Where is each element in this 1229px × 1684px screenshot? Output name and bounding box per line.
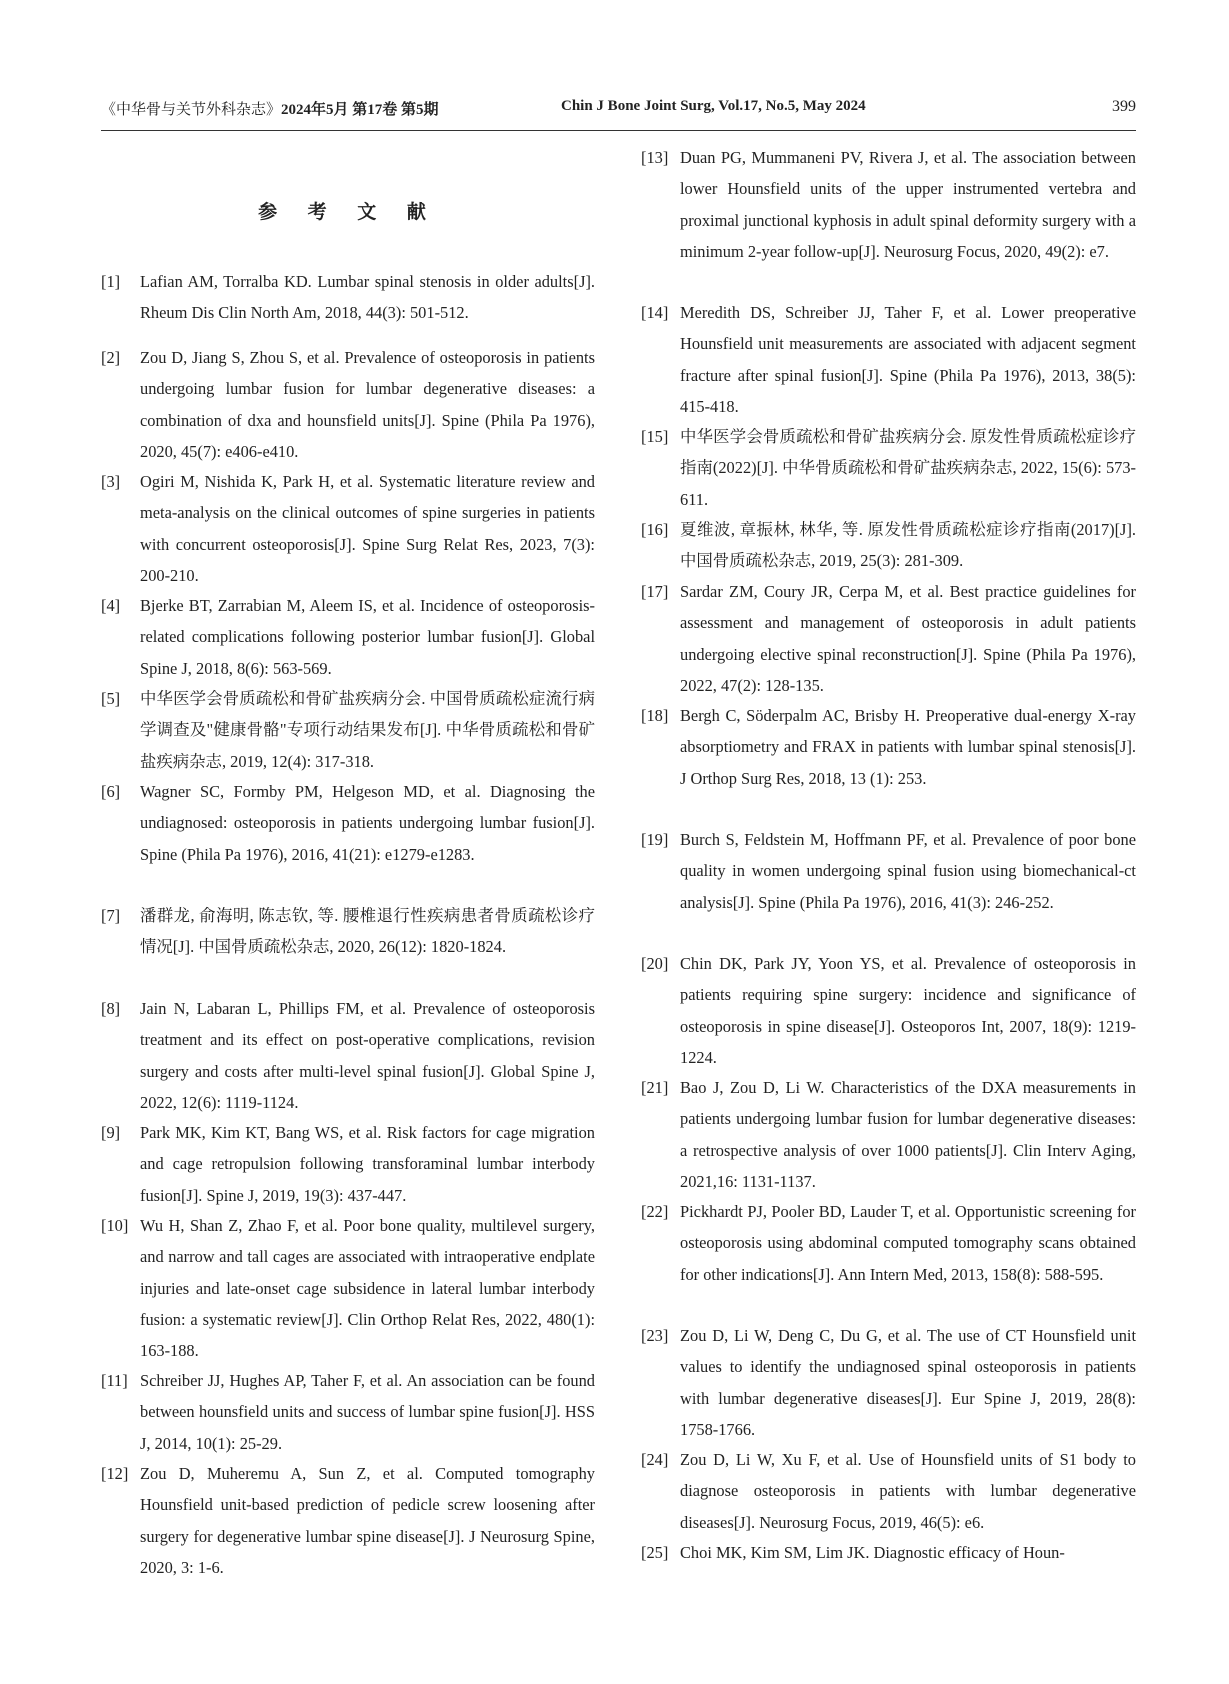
reference-number: [3] <box>101 472 121 491</box>
reference-number: [2] <box>101 348 121 367</box>
reference-number: [15] <box>641 427 669 446</box>
reference-text: Chin DK, Park JY, Yoon YS, et al. Prevalence of osteoporosis in patients requiring spine surgery: incidence and significance of osteoporosis in spine disease[J]. Osteoporos Int, 2007, 18(9): 1219-1224. <box>680 954 1136 1067</box>
journal-cn-header <box>101 98 439 119</box>
reference-number: [16] <box>641 520 669 539</box>
reference-number: [19] <box>641 830 669 849</box>
reference-text: 潘群龙, 俞海明, 陈志钦, 等. 腰椎退行性疾病患者骨质疏松诊疗情况[J]. 中国骨质疏松杂志, 2020, 26(12): 1820-1824. <box>140 906 595 957</box>
journal-en-header: Chin J Bone Joint Surg, Vol.17, No.5, May 2024 <box>561 98 866 114</box>
reference-number: [23] <box>641 1326 669 1345</box>
reference-number: [5] <box>101 689 121 708</box>
reference-text: Pickhardt PJ, Pooler BD, Lauder T, et al. Opportunistic screening for osteoporosis using abdominal computed tomography scans obtained for other indications[J]. Ann Intern Med, 2013, 158(8): 588-595. <box>680 1202 1136 1284</box>
reference-number: [1] <box>101 272 121 291</box>
reference-text: Sardar ZM, Coury JR, Cerpa M, et al. Best practice guidelines for assessment and management of osteoporosis in adult patients undergoing elective spinal reconstruction[J]. Spine (Phila Pa 1976), 2022, 47(2): 128-135. <box>680 582 1136 695</box>
reference-number: [11] <box>101 1371 128 1390</box>
reference-text: 夏维波, 章振林, 林华, 等. 原发性骨质疏松症诊疗指南(2017)[J]. 中国骨质疏松杂志, 2019, 25(3): 281-309. <box>680 520 1136 571</box>
reference-text: 中华医学会骨质疏松和骨矿盐疾病分会. 原发性骨质疏松症诊疗指南(2022)[J]. 中华骨质疏松和骨矿盐疾病杂志, 2022, 15(6): 573-611. <box>680 427 1136 509</box>
reference-text: 中华医学会骨质疏松和骨矿盐疾病分会. 中国骨质疏松症流行病学调查及"健康骨骼"专项行动结果发布[J]. 中华骨质疏松和骨矿盐疾病杂志, 2019, 12(4): 317-318. <box>140 689 595 771</box>
reference-text: Schreiber JJ, Hughes AP, Taher F, et al. An association can be found between hounsfield units and success of lumbar spine fusion[J]. HSS J, 2014, 10(1): 25-29. <box>140 1371 595 1453</box>
reference-text: Wu H, Shan Z, Zhao F, et al. Poor bone quality, multilevel surgery, and narrow and tall cages are associated with intraoperative endplate injuries and late-onset cage subsidence in lateral lumbar interbody fusion: a systematic review[J]. Clin Orthop Relat Res, 2022, 480(1): 163-188. <box>140 1216 595 1361</box>
reference-text: Bergh C, Söderpalm AC, Brisby H. Preoperative dual-energy X-ray absorptiometry and FRAX in patients with lumbar spinal stenosis[J]. J Orthop Surg Res, 2018, 13 (1): 253. <box>680 706 1136 788</box>
page-header <box>101 96 1136 131</box>
reference-number: [7] <box>101 906 121 925</box>
reference-text: Bao J, Zou D, Li W. Characteristics of the DXA measurements in patients undergoing lumbar fusion for lumbar degenerative diseases: a retrospective analysis of over 1000 patients[J]. Clin Interv Aging, 2021,16: 1131-1137. <box>680 1078 1136 1191</box>
reference-text: Jain N, Labaran L, Phillips FM, et al. Prevalence of osteoporosis treatment and its effect on post-operative complications, revision surgery and costs after multi-level spinal fusion[J]. Global Spine J, 2022, 12(6): 1119-1124. <box>140 999 595 1112</box>
reference-number: [8] <box>101 999 121 1018</box>
reference-text: Bjerke BT, Zarrabian M, Aleem IS, et al. Incidence of osteoporosis-related complications following posterior lumbar fusion[J]. Global Spine J, 2018, 8(6): 563-569. <box>140 596 595 678</box>
reference-number: [6] <box>101 782 121 801</box>
reference-text: Lafian AM, Torralba KD. Lumbar spinal stenosis in older adults[J]. Rheum Dis Clin North Am, 2018, 44(3): 501-512. <box>140 272 595 323</box>
reference-text: Choi MK, Kim SM, Lim JK. Diagnostic efficacy of Houn- <box>680 1543 1065 1562</box>
reference-text: Zou D, Muheremu A, Sun Z, et al. Computed tomography Hounsfield unit-based prediction of pedicle screw loosening after surgery for degenerative lumbar spine disease[J]. J Neurosurg Spine, 2020, 3: 1-6. <box>140 1464 595 1577</box>
reference-number: [22] <box>641 1202 669 1221</box>
section-title: 参 考 文 献 <box>258 201 438 223</box>
reference-number: [10] <box>101 1216 129 1235</box>
reference-number: [24] <box>641 1450 669 1469</box>
reference-number: [21] <box>641 1078 669 1097</box>
journal-cn-name: 《中华骨与关节外科杂志》 <box>101 102 282 118</box>
page-number: 399 <box>1112 98 1136 115</box>
reference-number: [14] <box>641 303 669 322</box>
reference-number: [17] <box>641 582 669 601</box>
reference-text: Wagner SC, Formby PM, Helgeson MD, et al. Diagnosing the undiagnosed: osteoporosis in patients undergoing lumbar fusion[J]. Spine (Phila Pa 1976), 2016, 41(21): e1279-e1283. <box>140 782 595 864</box>
reference-text: Duan PG, Mummaneni PV, Rivera J, et al. The association between lower Hounsfield units of the upper instrumented vertebra and proximal junctional kyphosis in adult spinal deformity surgery with a minimum 2-year follow-up[J]. Neurosurg Focus, 2020, 49(2): e7. <box>680 148 1136 261</box>
reference-text: Zou D, Li W, Xu F, et al. Use of Hounsfield units of S1 body to diagnose osteoporosis in patients with lumbar degenerative diseases[J]. Neurosurg Focus, 2019, 46(5): e6. <box>680 1450 1136 1532</box>
issue-cn: 2024年5月 第17卷 第5期 <box>281 102 439 118</box>
reference-number: [20] <box>641 954 669 973</box>
reference-number: [12] <box>101 1464 129 1483</box>
reference-number: [9] <box>101 1123 121 1142</box>
reference-text: Ogiri M, Nishida K, Park H, et al. Systematic literature review and meta-analysis on the clinical outcomes of spine surgeries in patients with concurrent osteoporosis[J]. Spine Surg Relat Res, 2023, 7(3): 200-210. <box>140 472 595 585</box>
reference-number: [25] <box>641 1543 669 1562</box>
reference-text: Zou D, Li W, Deng C, Du G, et al. The use of CT Hounsfield unit values to identify the undiagnosed spinal osteoporosis in patients with lumbar degenerative diseases[J]. Eur Spine J, 2019, 28(8): 1758-1766. <box>680 1326 1136 1439</box>
reference-text: Meredith DS, Schreiber JJ, Taher F, et al. Lower preoperative Hounsfield unit measurements are associated with adjacent segment fracture after spinal fusion[J]. Spine (Phila Pa 1976), 2013, 38(5): 415-418. <box>680 303 1136 416</box>
reference-text: Zou D, Jiang S, Zhou S, et al. Prevalence of osteoporosis in patients undergoing lumbar fusion for lumbar degenerative diseases: a combination of dxa and hounsfield units[J]. Spine (Phila Pa 1976), 2020, 45(7): e406-e410. <box>140 348 595 461</box>
reference-number: [18] <box>641 706 669 725</box>
reference-text: Park MK, Kim KT, Bang WS, et al. Risk factors for cage migration and cage retropulsion following transforaminal lumbar interbody fusion[J]. Spine J, 2019, 19(3): 437-447. <box>140 1123 595 1205</box>
reference-text: Burch S, Feldstein M, Hoffmann PF, et al. Prevalence of poor bone quality in women undergoing spinal fusion using biomechanical-ct analysis[J]. Spine (Phila Pa 1976), 2016, 41(3): 246-252. <box>680 830 1136 912</box>
reference-number: [13] <box>641 148 669 167</box>
reference-number: [4] <box>101 596 121 615</box>
